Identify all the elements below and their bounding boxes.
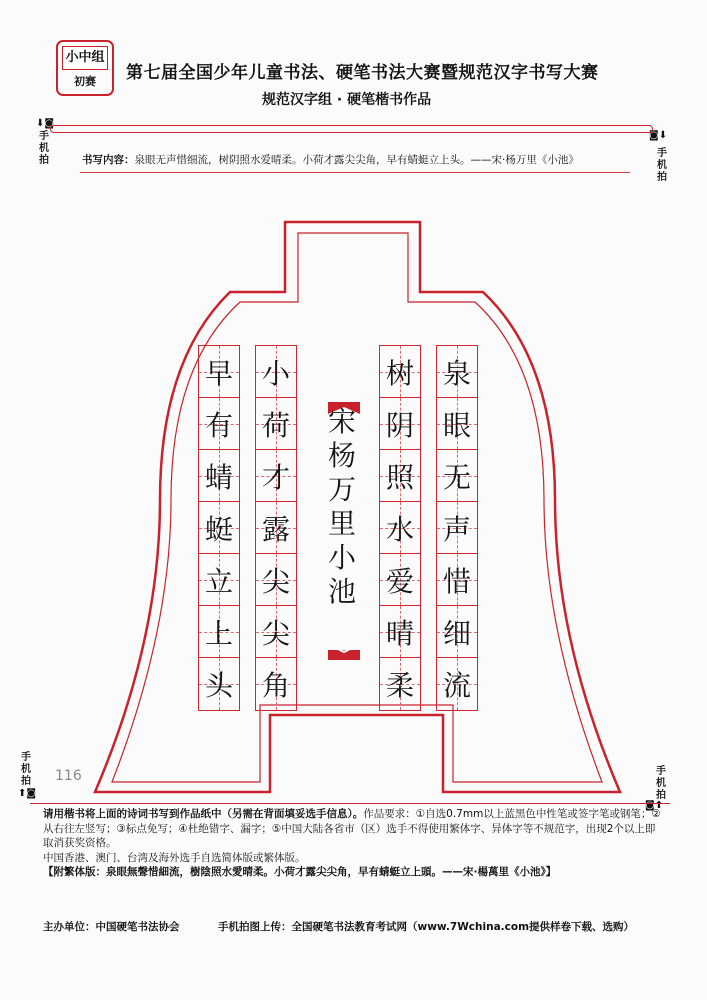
grid-cell bbox=[199, 554, 239, 606]
handwritten-character: 树 bbox=[385, 356, 414, 390]
handwritten-character: 立 bbox=[204, 564, 233, 598]
camera-icon: ◙⬇ bbox=[649, 130, 668, 141]
grid-cell bbox=[199, 658, 239, 710]
handwritten-character: 眼 bbox=[442, 408, 471, 442]
grid-cell bbox=[256, 658, 296, 710]
page-title: 第七届全国少年儿童书法、硬笔书法大赛暨规范汉字书写大赛 bbox=[126, 63, 599, 83]
grid-column-4 bbox=[198, 345, 240, 711]
grid-cell bbox=[256, 450, 296, 502]
page-subtitle: 规范汉字组 · 硬笔楷书作品 bbox=[262, 92, 432, 108]
content-label: 书写内容： bbox=[82, 154, 135, 166]
grid-cell bbox=[437, 346, 477, 398]
handwritten-character: 水 bbox=[385, 512, 414, 546]
camera-icon: ⬆◙ bbox=[18, 788, 37, 799]
grid-cell bbox=[380, 502, 420, 554]
grid-cell bbox=[199, 502, 239, 554]
grid-cell bbox=[199, 606, 239, 658]
grid-cell bbox=[256, 502, 296, 554]
grid-cell bbox=[256, 398, 296, 450]
signature-column bbox=[322, 405, 362, 625]
handwritten-character: 晴 bbox=[385, 616, 414, 650]
group-label: 小中组 bbox=[62, 46, 108, 70]
grid-cell bbox=[437, 554, 477, 606]
handwritten-character: 柔 bbox=[385, 669, 414, 702]
grid-cell bbox=[256, 346, 296, 398]
handwritten-character: 早 bbox=[204, 356, 233, 390]
handwritten-character: 流 bbox=[442, 669, 471, 702]
divider bbox=[30, 803, 670, 804]
handwritten-character: 细 bbox=[442, 616, 471, 650]
grid-cell bbox=[380, 554, 420, 606]
grid-cell bbox=[199, 398, 239, 450]
handwritten-character: 小 bbox=[261, 356, 290, 390]
grid-column-2 bbox=[379, 345, 421, 711]
grid-cell bbox=[437, 450, 477, 502]
grid-cell bbox=[380, 398, 420, 450]
pencil-number: 116 bbox=[55, 768, 82, 784]
handwritten-character: 蜻 bbox=[204, 460, 233, 494]
side-label-top-right: 手机拍 bbox=[657, 148, 667, 183]
handwritten-character: 上 bbox=[204, 616, 233, 650]
handwritten-character: 蜓 bbox=[204, 512, 233, 546]
handwritten-character: 尖 bbox=[261, 616, 290, 650]
side-label-top-left: 手机拍 bbox=[39, 131, 49, 166]
grid-cell bbox=[199, 346, 239, 398]
grid-column-3 bbox=[255, 345, 297, 711]
stage-label: 初赛 bbox=[74, 75, 96, 88]
signature-character: 杨 bbox=[327, 439, 356, 472]
signature-character: 宋 bbox=[327, 405, 356, 438]
grid-cell bbox=[437, 606, 477, 658]
handwritten-character: 泉 bbox=[442, 356, 471, 390]
grid-column-1 bbox=[436, 345, 478, 711]
signature-character: 里 bbox=[327, 507, 356, 540]
grid-cell bbox=[437, 658, 477, 710]
content-text: 泉眼无声惜细流，树阴照水爱晴柔。小荷才露尖尖角，早有蜻蜓立上头。——宋·杨万里《小池》 bbox=[134, 154, 579, 166]
handwritten-character: 头 bbox=[204, 669, 233, 702]
side-label-bottom-left: 手机拍 bbox=[21, 752, 31, 787]
handwritten-character: 荷 bbox=[261, 408, 290, 442]
signature-character: 小 bbox=[327, 541, 356, 574]
handwritten-character: 有 bbox=[204, 408, 233, 442]
grid-cell bbox=[380, 658, 420, 710]
grid-cell bbox=[256, 606, 296, 658]
organizer: 主办单位：中国硬笔书法协会 bbox=[43, 921, 180, 933]
instructions-body: 作品要求：①自选0.7mm以上蓝黑色中性笔或签字笔或钢笔；②从右往左竖写；③标点免写；④杜绝错字、漏字；⑤中国大陆各省市（区）选手不得使用繁体字、异体字等不规范字，出现2个以上即取消获奖资格。 bbox=[43, 808, 661, 849]
signature-character: 万 bbox=[327, 473, 356, 506]
grid-cell bbox=[437, 398, 477, 450]
grid-cell bbox=[199, 450, 239, 502]
camera-icon: ⬇◙ bbox=[36, 118, 55, 129]
grid-cell bbox=[380, 606, 420, 658]
handwritten-character: 角 bbox=[261, 669, 290, 702]
side-label-bottom-right: 手机拍 bbox=[656, 766, 666, 801]
handwritten-character: 尖 bbox=[261, 564, 290, 598]
grid-cell bbox=[256, 554, 296, 606]
handwritten-character: 露 bbox=[261, 512, 290, 546]
handwritten-character: 才 bbox=[261, 460, 290, 494]
camera-icon: ◙⬆ bbox=[645, 800, 664, 811]
signature-character: 池 bbox=[327, 575, 356, 608]
handwritten-character: 声 bbox=[442, 512, 471, 546]
grid-cell bbox=[437, 502, 477, 554]
instructions-line2: 中国香港、澳门、台湾及海外选手自选简体版或繁体版。 bbox=[43, 851, 306, 864]
grid-cell bbox=[380, 450, 420, 502]
handwritten-character: 惜 bbox=[442, 564, 471, 598]
instructions-heading: 请用楷书将上面的诗词书写到作品纸中（另需在背面填妥选手信息）。 bbox=[43, 808, 364, 820]
upload-info: 手机拍图上传：全国硬笔书法教育考试网（www.7Wchina.com提供样卷下载、选购） bbox=[218, 921, 635, 933]
instructions bbox=[43, 807, 663, 880]
handwritten-character: 照 bbox=[385, 460, 414, 494]
traditional-version: 【附繁体版：泉眼無聲惜細流，樹陰照水愛晴柔。小荷才露尖尖角，早有蜻蜓立上頭。——宋·楊萬里《小池》】 bbox=[43, 866, 557, 878]
grid-cell bbox=[380, 346, 420, 398]
handwritten-character: 爱 bbox=[385, 564, 414, 598]
handwritten-character: 无 bbox=[442, 460, 471, 494]
handwritten-character: 阴 bbox=[385, 408, 414, 442]
